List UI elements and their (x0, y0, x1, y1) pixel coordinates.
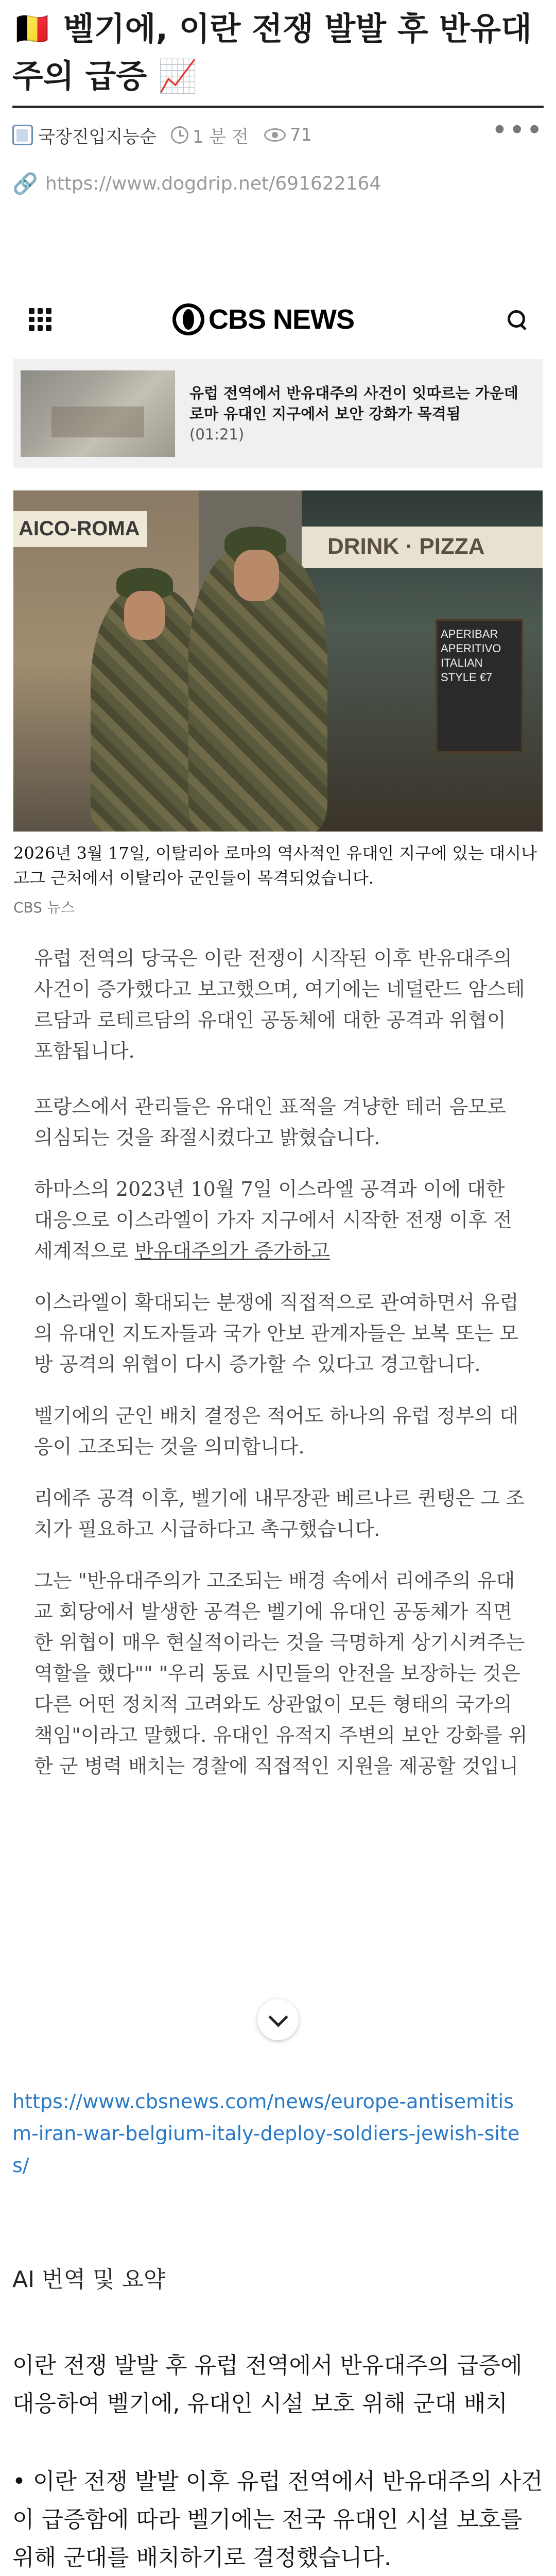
article-photo (13, 490, 543, 832)
related-video-title: 유럽 전역에서 반유대주의 사건이 잇따르는 가운데 로마 유대인 지구에서 보안 강화가 목격됨 (189, 384, 518, 422)
photo-menu-text: APERIBAR APERITIVO ITALIAN STYLE €7 (441, 628, 501, 684)
article-paragraph (34, 1174, 528, 1266)
photo-credit: CBS 뉴스 (13, 899, 75, 916)
expand-chevron-down-icon[interactable] (257, 1999, 299, 2040)
article-paragraph: 프랑스에서 관리들은 유대인 표적을 겨냥한 테러 음모로 의심되는 것을 좌절시켰다고 밝혔습니다. (34, 1095, 506, 1149)
cbs-header (0, 289, 556, 350)
cbs-news-logo[interactable] (172, 303, 354, 335)
photo-caption: 2026년 3월 17일, 이탈리아 로마의 역사적인 유대인 지구에 있는 대시나고그 근처에서 이탈리아 군인들이 목격되었습니다. (13, 843, 537, 888)
post-source-url[interactable] (12, 168, 381, 199)
view-count: 71 (289, 125, 312, 145)
article-paragraph: 이스라엘이 확대되는 분쟁에 직접적으로 관여하면서 유럽의 유대인 지도자들과 국가 안보 관계자들은 보복 또는 모방 공격의 위협이 다시 증가할 수 있다고 경고합니다. (34, 1291, 519, 1376)
ai-summary-list (12, 2463, 546, 2576)
article-paragraph: 유럽 전역의 당국은 이란 전쟁이 시작된 이후 반유대주의 사건이 증가했다고 보고했으며, 여기에는 네덜란드 암스테르담과 로테르담의 유대인 공동체에 대한 공격과 위협이 포함됩니다. (34, 947, 525, 1062)
article-body (34, 943, 528, 1806)
related-video-card[interactable] (13, 359, 543, 468)
clock-icon (171, 126, 188, 144)
apps-grid-icon[interactable] (29, 308, 51, 331)
source-article-link[interactable]: https://www.cbsnews.com/news/europe-antisemitism-iran-war-belgium-italy-deploy-soldiers-jewish-sites/ (12, 2090, 520, 2177)
author-name[interactable]: 국장진입지능순 (38, 126, 157, 147)
link-icon: 🔗 (12, 172, 38, 196)
post-time: 1 분 전 (192, 126, 249, 147)
related-video-thumbnail[interactable] (21, 370, 175, 457)
board-icon (12, 125, 33, 145)
article-paragraph: 리에주 공격 이후, 벨기에 내무장관 베르나르 퀸탱은 그 조치가 필요하고 시급하다고 촉구했습니다. (34, 1487, 525, 1540)
article-paragraph: 그는 "반유대주의가 고조되는 배경 속에서 리에주의 유대교 회당에서 발생한 공격은 벨기에 유대인 공동체가 직면한 위협이 매우 현실적이라는 것을 극명하게 상기시켜주는 역할을 했다"" "우리 동료 시민들의 안전을 보장하는 것은 다른 어떤 정치적 고려와도 상관없이 모든 형태의 국가의 책임"이라고 말했다. 유대인 유적지 주변의 보안 강화를 위한 군 병력 배치는 경찰에 직접적인 지원을 제공할 것입니 (34, 1569, 528, 1777)
photo-awning-text: DRINK · PIZZA (327, 534, 485, 559)
related-video-text[interactable] (189, 383, 535, 445)
post-title: 🇧🇪 벨기에, 이란 전쟁 발발 후 반유대주의 급증 📈 (12, 10, 532, 95)
ai-summary-item: • 이란 전쟁 발발 이후 유럽 전역에서 반유대주의 사건이 급증함에 따라 벨기에는 전국 유대인 시설 보호를 위해 군대를 배치하기로 결정했습니다. (12, 2468, 543, 2571)
cbs-eye-icon (172, 303, 204, 335)
search-icon[interactable] (507, 309, 527, 330)
ai-section-heading: AI 번역 및 요약 (12, 2266, 166, 2293)
post-meta (12, 116, 544, 154)
article-inline-link[interactable]: 반유대주의가 증가하고 (134, 1240, 330, 1262)
more-options-button[interactable]: ••• (491, 114, 544, 146)
photo-sign-text: AICO-ROMA (19, 517, 140, 540)
eye-icon (264, 128, 286, 142)
ai-summary-title: 이란 전쟁 발발 후 유럽 전역에서 반유대주의 급증에 대응하여 벨기에, 유대인 시설 보호 위해 군대 배치 (12, 2352, 523, 2417)
article-paragraph: 벨기에의 군인 배치 결정은 적어도 하나의 유럽 정부의 대응이 고조되는 것을 의미합니다. (34, 1404, 518, 1458)
title-divider (12, 106, 544, 108)
related-video-duration: (01:21) (189, 426, 245, 443)
post-url-text[interactable]: https://www.dogdrip.net/691622164 (45, 173, 381, 194)
article-paragraph-text: 하마스의 2023년 10월 7일 이스라엘 공격과 이에 대한 대응으로 이스라엘이 가자 지구에서 시작한 전쟁 이후 전 세계적으로 (34, 1178, 512, 1262)
cbs-logo-text: CBS NEWS (208, 304, 355, 335)
